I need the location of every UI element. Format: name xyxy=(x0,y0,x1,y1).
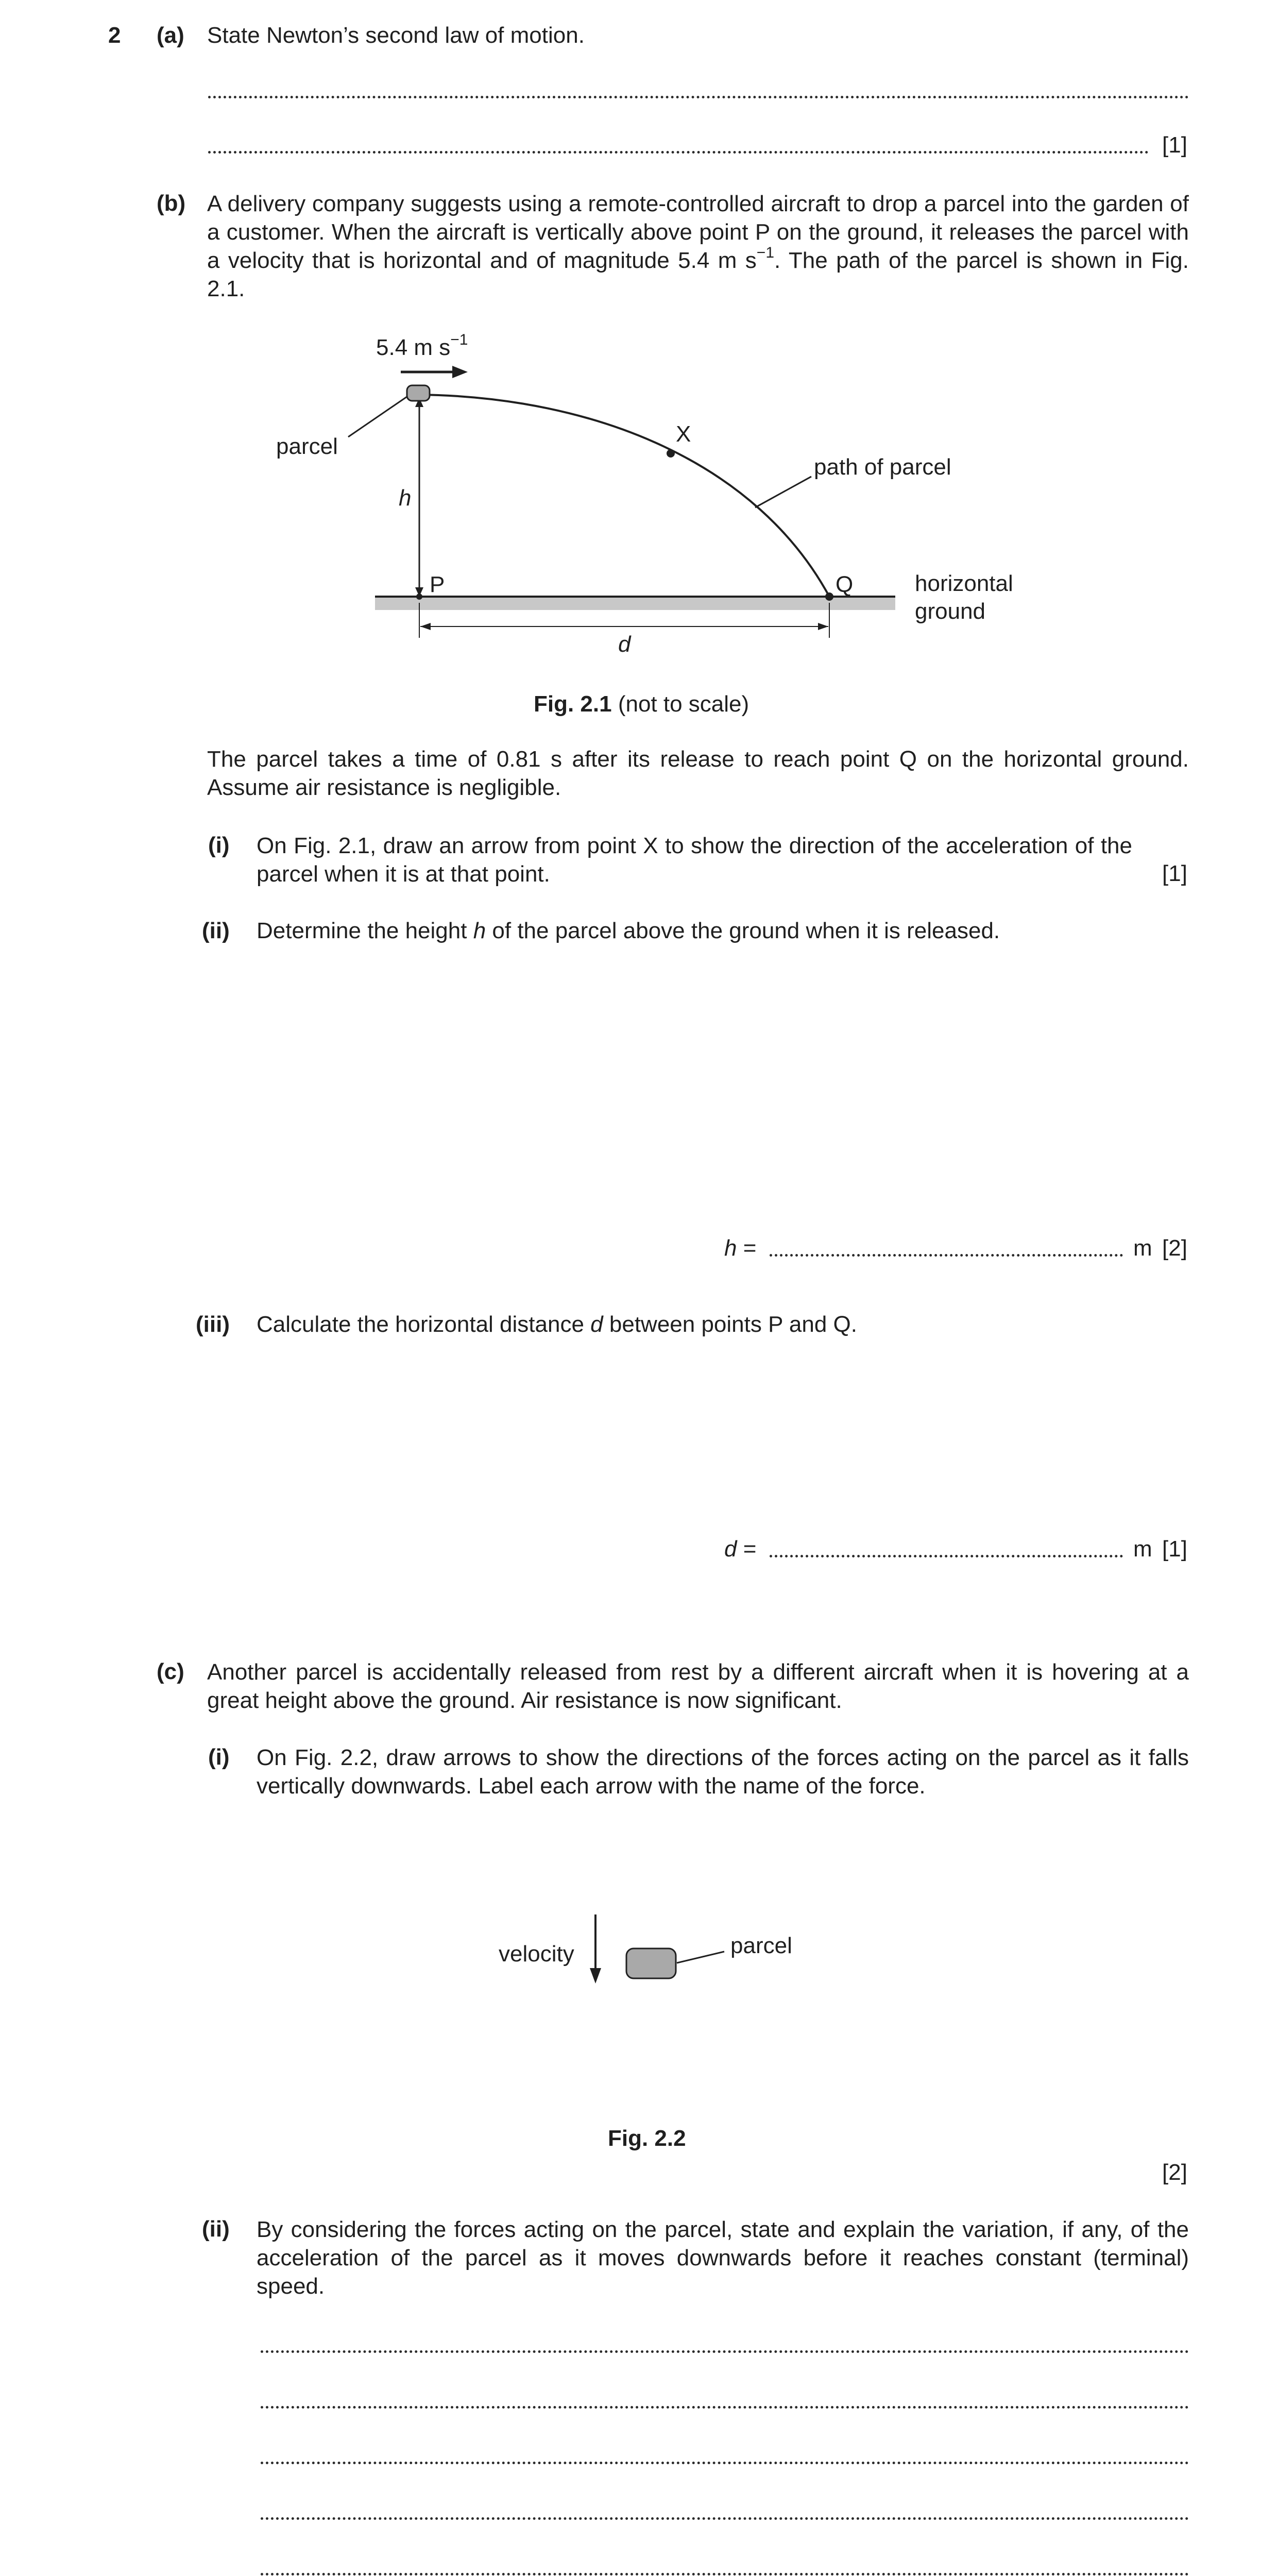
h-answer-label: h = xyxy=(724,1235,757,1261)
part-b-label: (b) xyxy=(157,191,186,216)
ground-label-2: ground xyxy=(915,599,986,624)
part-b-iii-text: Calculate the horizontal distance d between points P and Q. xyxy=(257,1312,857,1337)
ground-strip xyxy=(375,597,895,610)
figure-2-2-caption: Fig. 2.2 xyxy=(608,2126,686,2151)
part-c-i-text: On Fig. 2.2, draw arrows to show the directions of the forces acting on the parcel as it falls vertically downwards. Label each arrow with the name of the force. xyxy=(257,1745,1189,1799)
part-a-text: State Newton’s second law of motion. xyxy=(207,23,585,48)
q-label: Q xyxy=(836,572,854,597)
part-c-ii-text: By considering the forces acting on the parcel, state and explain the variation, if any, of the acceleration of the parcel as it moves downwards before it reaches constant (terminal) speed. xyxy=(257,2217,1189,2299)
parcel-shape xyxy=(407,385,430,401)
path-label: path of parcel xyxy=(814,454,951,480)
figure-2-1-caption: Fig. 2.1 (not to scale) xyxy=(534,691,749,717)
parcel-leader xyxy=(348,397,407,437)
part-c-i-mark: [2] xyxy=(1162,2160,1187,2185)
h-answer-line[interactable] xyxy=(770,1254,1123,1257)
answer-line[interactable] xyxy=(261,2406,1189,2409)
part-b-ii-text: Determine the height h of the parcel above the ground when it is released. xyxy=(257,918,1000,943)
part-b-iii-mark: [1] xyxy=(1162,1536,1187,1562)
part-a-label: (a) xyxy=(157,23,184,48)
velocity-label: 5.4 m $s^{-1}$ xyxy=(376,331,468,360)
question-number: 2 xyxy=(108,23,121,48)
parcel-label: parcel xyxy=(276,434,338,459)
parcel-shape-2 xyxy=(626,1948,676,1978)
part-b-i-label: (i) xyxy=(208,833,230,858)
part-c-label: (c) xyxy=(157,1659,184,1684)
point-p xyxy=(416,594,422,600)
x-label: X xyxy=(676,421,691,447)
part-c-intro: Another parcel is accidentally released from rest by a different aircraft when it is hovering at a great height above the ground. Air resistance is now significant. xyxy=(207,1659,1189,1713)
parcel-leader-2 xyxy=(677,1952,724,1963)
part-c-ii-label: (ii) xyxy=(202,2216,230,2242)
velocity-label-2: velocity xyxy=(499,1941,574,1967)
d-arrow-right xyxy=(818,623,828,630)
answer-line[interactable] xyxy=(261,2462,1189,2464)
part-a-mark: [1] xyxy=(1162,132,1187,158)
d-arrow-left xyxy=(420,623,431,630)
part-b-i-text: On Fig. 2.1, draw an arrow from point X to show the direction of the acceleration of the parcel when it is at that point. xyxy=(257,833,1132,887)
d-answer-label: d = xyxy=(724,1536,757,1562)
point-x xyxy=(667,449,675,457)
p-label: P xyxy=(430,572,445,597)
part-b-i-mark: [1] xyxy=(1162,861,1187,886)
parcel-path xyxy=(418,395,829,597)
answer-line[interactable] xyxy=(261,2573,1189,2575)
path-leader xyxy=(755,477,811,507)
part-b-iii-label: (iii) xyxy=(196,1312,230,1337)
figure-2-1 xyxy=(0,0,1278,721)
h-label: h xyxy=(399,485,412,511)
answer-line[interactable] xyxy=(261,2350,1189,2353)
part-b-ii-mark: [2] xyxy=(1162,1235,1187,1261)
part-b-info: The parcel takes a time of 0.81 s after its release to reach point Q on the horizontal ground. Assume air resistance is negligible. xyxy=(207,747,1189,800)
d-label: d xyxy=(618,632,631,657)
d-unit: m xyxy=(1133,1536,1152,1562)
part-c-i-label: (i) xyxy=(208,1744,230,1770)
point-q xyxy=(825,592,833,601)
parcel-label-2: parcel xyxy=(730,1933,792,1958)
figure-2-2 xyxy=(0,1880,1278,2014)
d-answer-line[interactable] xyxy=(770,1555,1123,1557)
ground-label-1: horizontal xyxy=(915,571,1013,596)
velocity-arrow-down-head xyxy=(590,1968,601,1984)
part-b-intro: A delivery company suggests using a remote-controlled aircraft to drop a parcel into the garden of a customer. When the aircraft is vertically above point P on the ground, it releases the parcel with a velocity that is horizontal and of magnitude 5.4 m $s^{-1}$. The path of the parcel is shown in Fig. 2.1. xyxy=(207,191,1189,301)
h-unit: m xyxy=(1133,1235,1152,1261)
answer-line[interactable] xyxy=(261,2517,1189,2520)
velocity-arrow-head xyxy=(452,366,468,378)
part-b-ii-label: (ii) xyxy=(202,918,230,943)
